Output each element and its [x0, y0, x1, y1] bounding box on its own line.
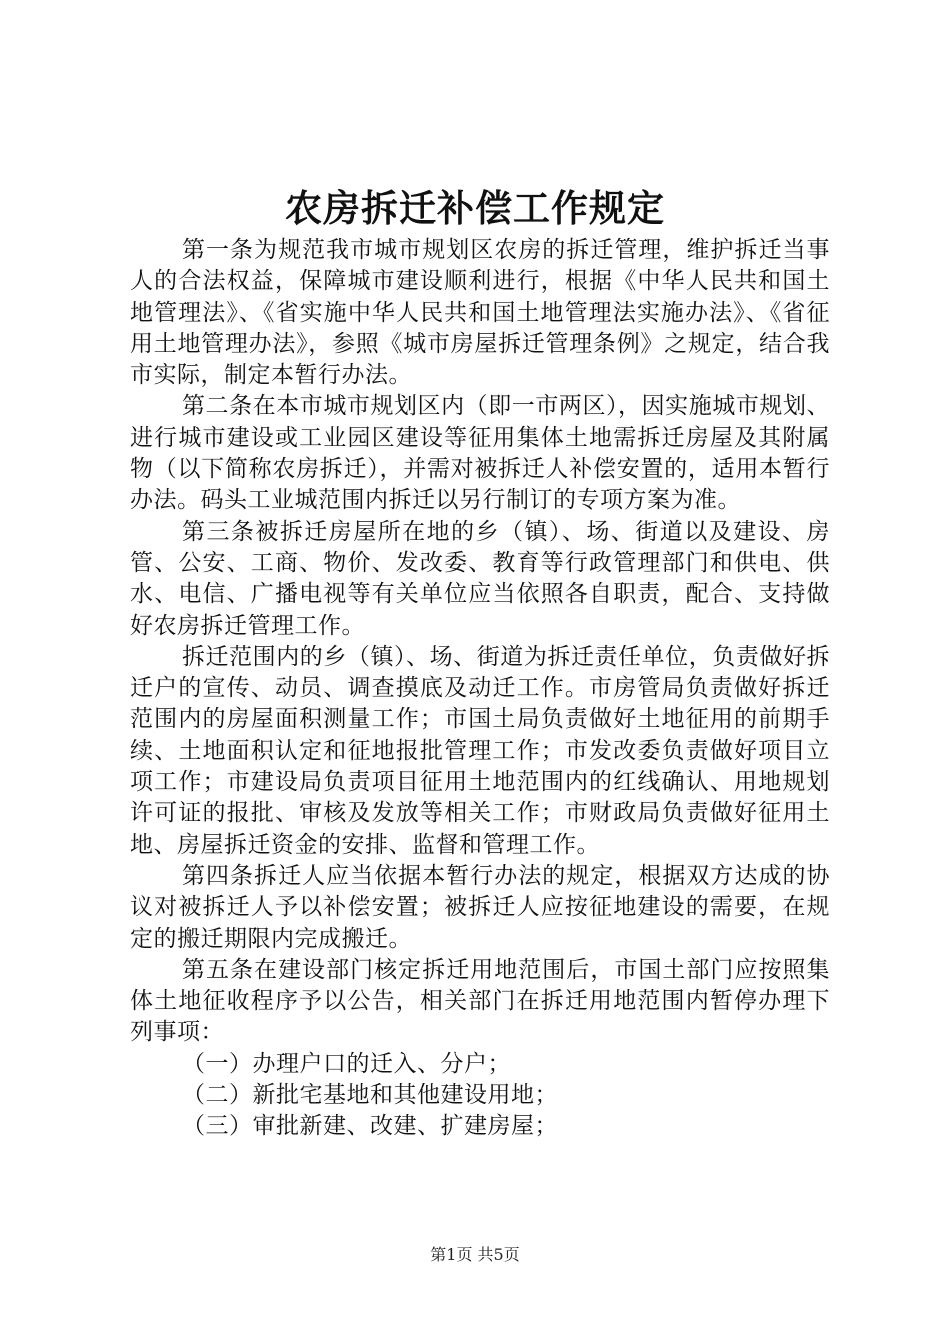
responsibility-paragraph: 拆迁范围内的乡（镇）、场、街道为拆迁责任单位，负责做好拆迁户的宣传、动员、调查摸底及动迁工作。市房管局负责做好拆迁范围内的房屋面积测量工作；市国土局负责做好土地征用的前期手续、土地面积认定和征地报批管理工作；市发改委负责做好项目立项工作；市建设局负责项目征用土地范围内的红线确认、用地规划许可证的报批、审核及发放等相关工作；市财政局负责做好征用土地、房屋拆迁资金的安排、监督和管理工作。	[130, 643, 830, 858]
page-footer: 第1页 共5页	[430, 1245, 520, 1264]
document-body	[130, 235, 830, 1143]
article-1-paragraph: 第一条为规范我市城市规划区农房的拆迁管理，维护拆迁当事人的合法权益，保障城市建设顺利进行，根据《中华人民共和国土地管理法》、《省实施中华人民共和国土地管理法实施办法》、《省征用土地管理办法》，参照《城市房屋拆迁管理条例》之规定，结合我市实际，制定本暂行办法。	[130, 237, 830, 389]
article-2-paragraph: 第二条在本市城市规划区内（即一市两区），因实施城市规划、进行城市建设或工业园区建设等征用集体土地需拆迁房屋及其附属物（以下简称农房拆迁），并需对被拆迁人补偿安置的，适用本暂行办法。码头工业城范围内拆迁以另行制订的专项方案为准。	[130, 393, 830, 514]
list-item-3: （三）审批新建、改建、扩建房屋；	[182, 1113, 558, 1140]
article-3-paragraph: 第三条被拆迁房屋所在地的乡（镇）、场、街道以及建设、房管、公安、工商、物价、发改委、教育等行政管理部门和供电、供水、电信、广播电视等有关单位应当依照各自职责，配合、支持做好农房拆迁管理工作。	[130, 518, 830, 639]
document-title: 农房拆迁补偿工作规定	[285, 186, 665, 230]
article-4-paragraph: 第四条拆迁人应当依据本暂行办法的规定，根据双方达成的协议对被拆迁人予以补偿安置；被拆迁人应按征地建设的需要，在规定的搬迁期限内完成搬迁。	[130, 862, 830, 952]
list-item-1: （一）办理户口的迁入、分户；	[182, 1050, 511, 1077]
article-5-paragraph: 第五条在建设部门核定拆迁用地范围后，市国土部门应按照集体土地征收程序予以公告，相关部门在拆迁用地范围内暂停办理下列事项：	[130, 956, 830, 1046]
list-item-2: （二）新批宅基地和其他建设用地；	[182, 1082, 558, 1109]
